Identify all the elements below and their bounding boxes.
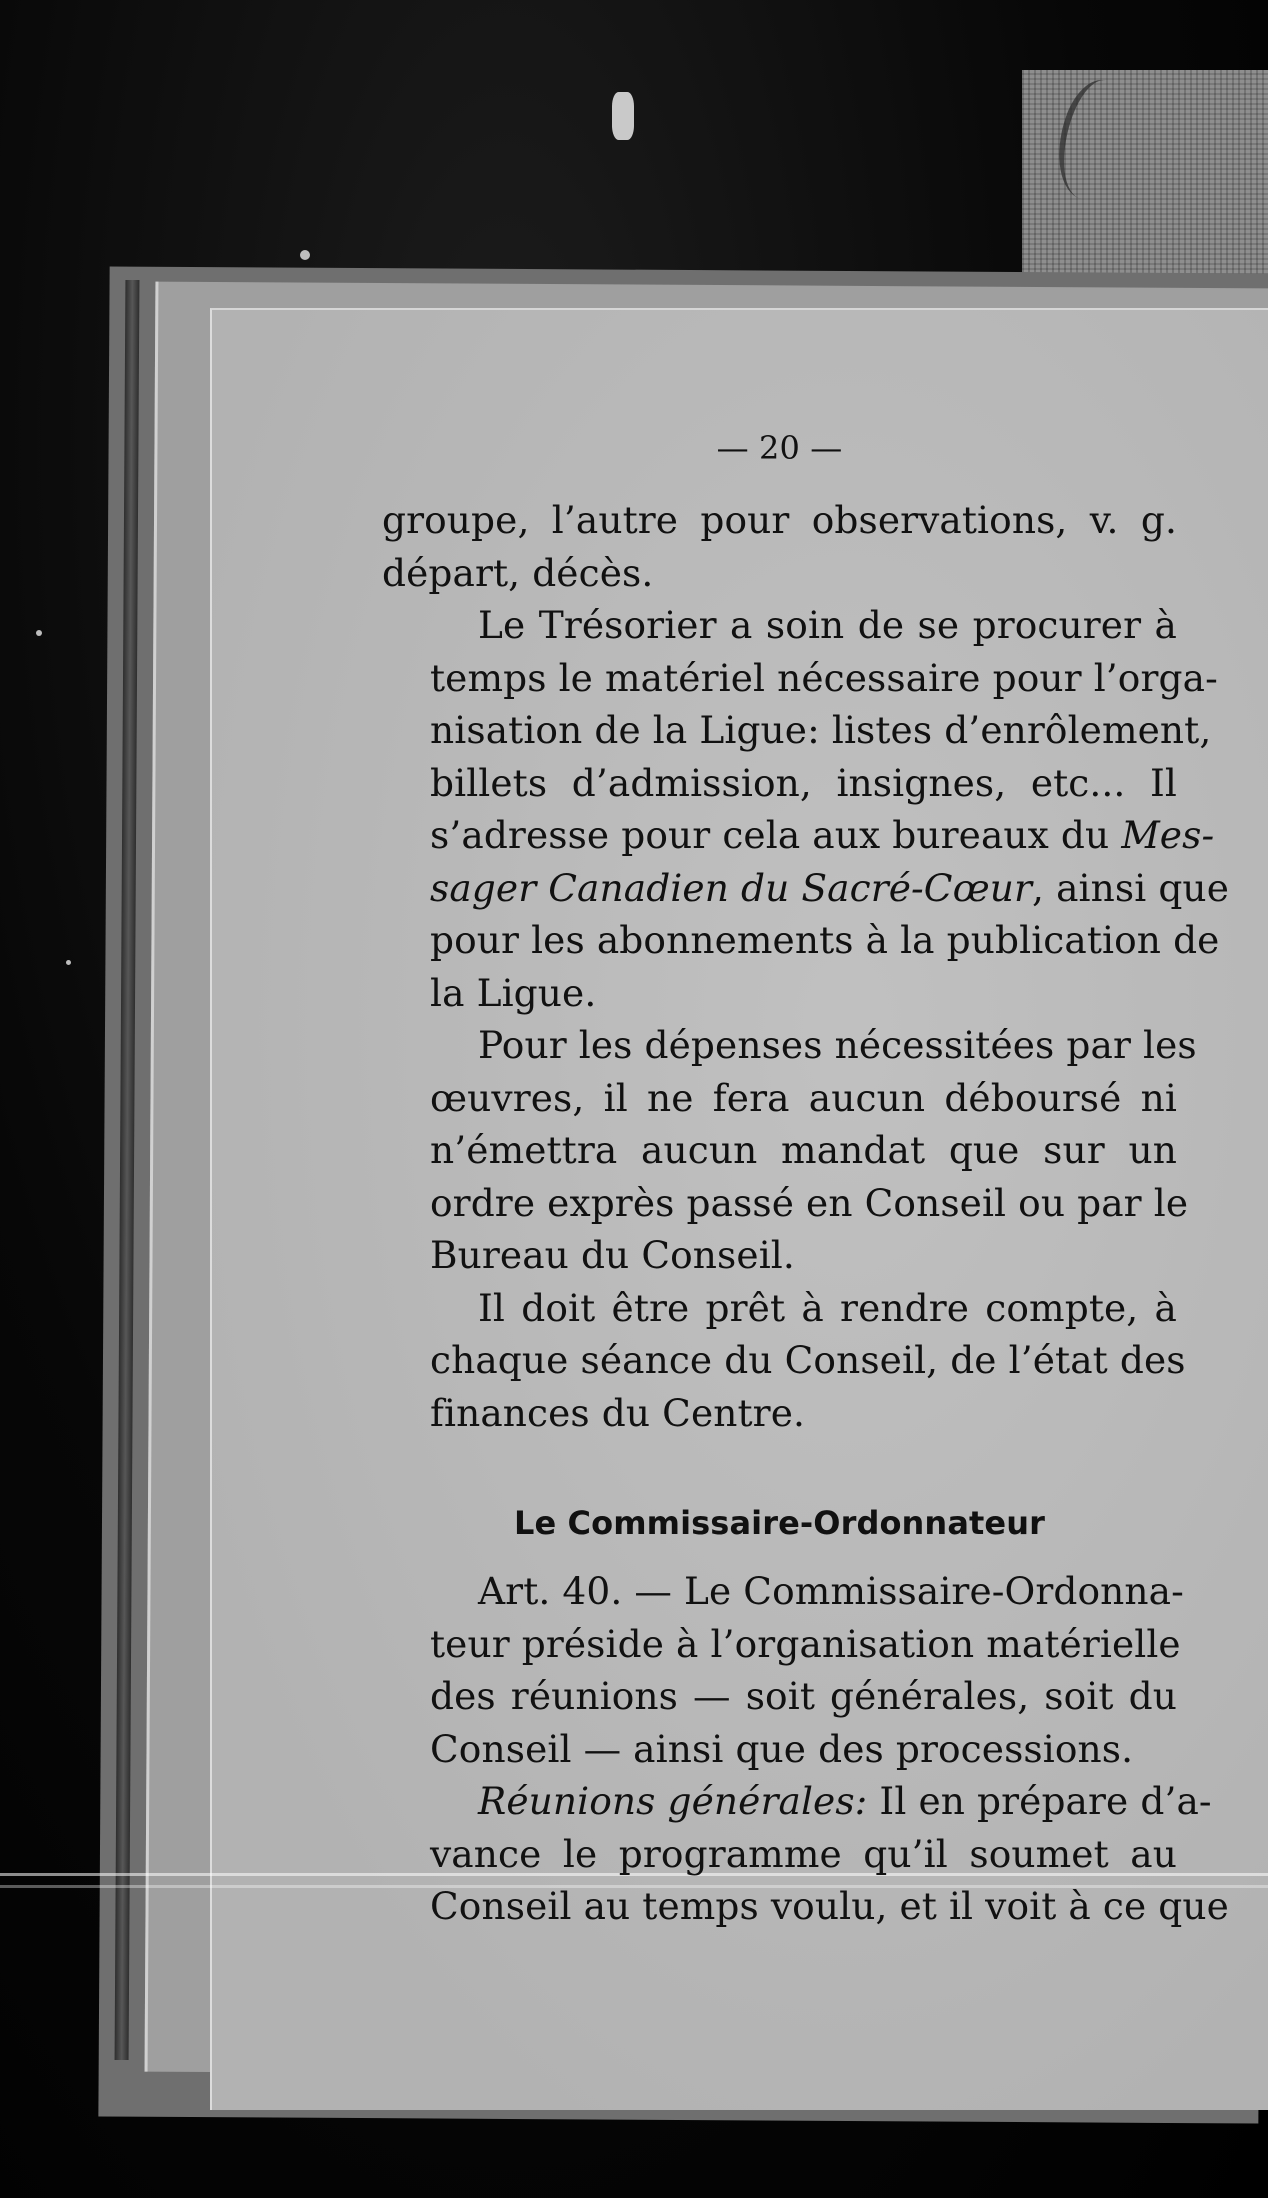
article-40	[382, 1565, 1184, 1775]
text-line: finances du Centre.	[430, 1390, 806, 1435]
text-line: la Ligue.	[430, 970, 597, 1015]
text-line: Il doit être prêt à rendre compte, à	[478, 1285, 1177, 1330]
text-line: Bureau du Conseil.	[430, 1233, 795, 1277]
text-line-part: , ainsi que	[1032, 865, 1229, 910]
italic-title: sager Canadien du Sacré-Cœur	[430, 865, 1033, 910]
text-line: temps le matériel nécessaire pour l’orga-	[430, 655, 1218, 700]
text-line: pour les abonnements à la publication de	[430, 918, 1220, 962]
reunions-generales	[382, 1775, 1229, 1933]
dust-speck	[300, 250, 310, 260]
text-line: n’émettra aucun mandat que sur un	[430, 1128, 1177, 1172]
text-line: teur préside à l’organisation matérielle	[430, 1621, 1181, 1666]
text-line-with-italic	[382, 862, 1229, 915]
text-line: départ, décès.	[382, 550, 654, 595]
page-text	[382, 428, 1229, 1933]
text-line: Le Trésorier a soin de se procurer à	[478, 603, 1177, 647]
text-line: chaque séance du Conseil, de l’état des	[430, 1338, 1186, 1382]
text-line: Conseil — ainsi que des processions.	[430, 1726, 1134, 1771]
text-line: Art. 40. — Le Commissaire-Ordonna-	[478, 1569, 1184, 1613]
paragraph-2	[382, 599, 1229, 1019]
section-heading: Le Commissaire-Ordonnateur	[514, 1504, 1045, 1542]
text-line-part: s’adresse pour cela aux bureaux du	[430, 813, 1122, 857]
text-line: billets d’admission, insignes, etc... Il	[430, 760, 1177, 805]
page-number: — 20 —	[716, 429, 843, 467]
text-line: des réunions — soit générales, soit du	[430, 1674, 1177, 1718]
text-line: œuvres, il ne fera aucun déboursé ni	[430, 1075, 1177, 1120]
dust-speck	[612, 92, 634, 140]
text-line-with-italic	[382, 1775, 1212, 1828]
italic-title: Mes-	[1121, 813, 1215, 857]
text-line: Conseil au temps voulu, et il voit à ce que	[430, 1884, 1229, 1928]
paragraph-4	[382, 1282, 1186, 1440]
italic-label: Réunions générales:	[478, 1779, 868, 1823]
text-line: ordre exprès passé en Conseil ou par le	[430, 1180, 1189, 1225]
dust-speck	[66, 960, 71, 965]
dust-speck	[36, 630, 42, 636]
text-line: Pour les dépenses nécessitées par les	[478, 1023, 1197, 1067]
text-line-part: Il en prépare d’a-	[867, 1779, 1212, 1823]
text-line: nisation de la Ligue: listes d’enrôlement,	[430, 708, 1212, 752]
text-line: groupe, l’autre pour observations, v. g.	[382, 498, 1177, 542]
paragraph-1	[382, 494, 1177, 599]
text-line: vance le programme qu’il soumet au	[430, 1831, 1177, 1876]
paragraph-3	[382, 1019, 1197, 1282]
text-line-with-italic	[382, 809, 1215, 862]
